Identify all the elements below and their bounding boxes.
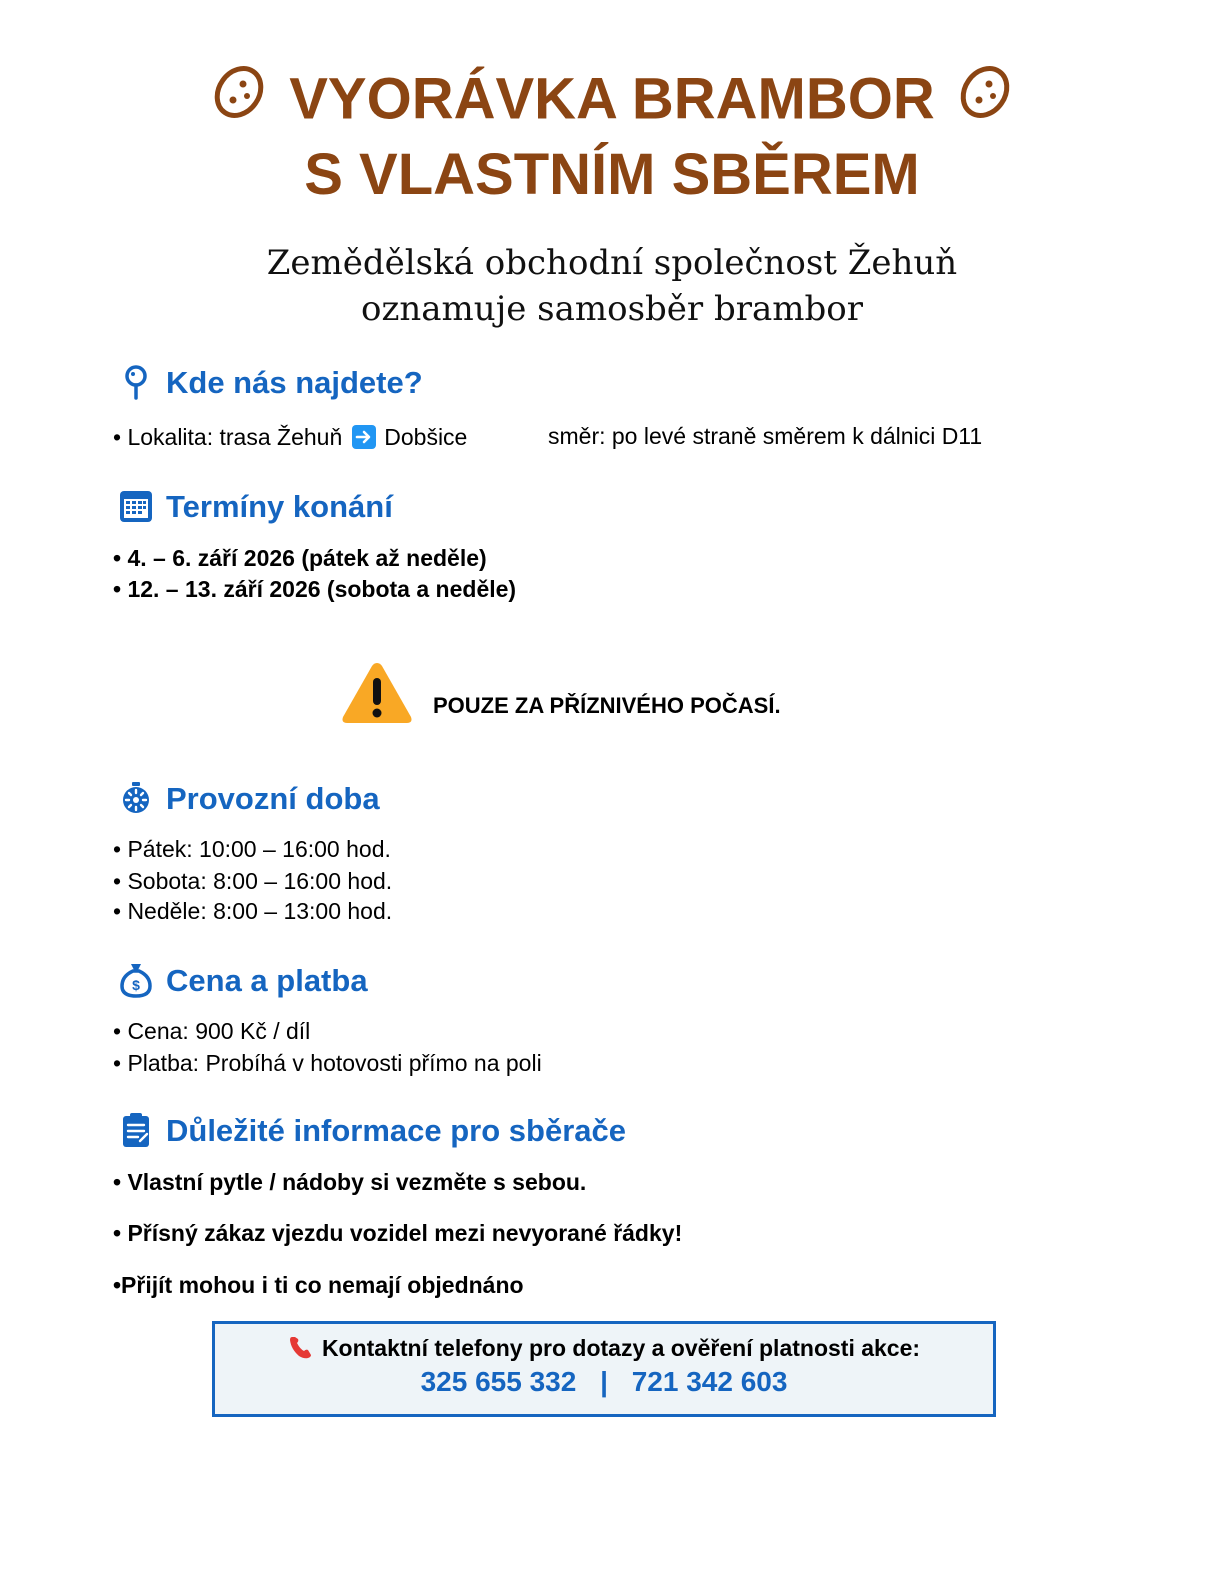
title-line-1	[0, 68, 1224, 138]
location-line	[113, 425, 467, 449]
hours-item: • Neděle: 8:00 – 13:00 hod.	[113, 898, 393, 924]
hours-heading	[116, 778, 380, 818]
phone-number-1[interactable]: 325 655 332	[420, 1366, 577, 1397]
potato-icon	[211, 62, 267, 132]
subtitle-line-1: Zemědělská obchodní společnost Žehuň	[266, 243, 958, 283]
pin-icon	[116, 362, 156, 402]
price-item: • Platba: Probíhá v hotovosti přímo na poli	[113, 1050, 542, 1076]
contact-phones	[215, 1366, 993, 1398]
price-heading	[116, 960, 368, 1000]
info-heading	[116, 1110, 626, 1150]
phone-icon	[288, 1334, 314, 1366]
location-direction: směr: po levé straně směrem k dálnici D11	[548, 423, 983, 449]
hours-heading-text: Provozní doba	[166, 780, 380, 816]
info-item: • Přísný zákaz vjezdu vozidel mezi nevyorané řádky!	[113, 1220, 683, 1246]
location-destination: Dobšice	[384, 424, 468, 450]
info-heading-text: Důležité informace pro sběrače	[166, 1112, 626, 1148]
hours-item: • Pátek: 10:00 – 16:00 hod.	[113, 836, 391, 862]
title-text-1: VYORÁVKA BRAMBOR	[289, 66, 935, 132]
location-heading	[116, 362, 423, 402]
svg-text:$: $	[132, 977, 140, 993]
location-prefix: • Lokalita: trasa Žehuň	[113, 424, 343, 450]
hours-item: • Sobota: 8:00 – 16:00 hod.	[113, 868, 393, 894]
price-item: • Cena: 900 Kč / díl	[113, 1018, 311, 1044]
info-item: •Přijít mohou i ti co nemají objednáno	[113, 1272, 524, 1298]
warning-icon	[340, 660, 414, 731]
dates-heading	[116, 486, 393, 526]
clipboard-icon	[116, 1110, 156, 1150]
contact-label: Kontaktní telefony pro dotazy a ověření platnosti akce:	[321, 1335, 921, 1361]
dates-heading-text: Termíny konání	[166, 488, 393, 524]
title-line-2: S VLASTNÍM SBĚREM	[304, 142, 920, 207]
phone-number-2[interactable]: 721 342 603	[631, 1366, 788, 1397]
arrow-right-icon	[352, 425, 376, 449]
contact-label-row	[215, 1334, 993, 1366]
phone-separator: |	[600, 1366, 608, 1397]
subtitle-line-2: oznamuje samosběr brambor	[361, 289, 863, 329]
warning-text: POUZE ZA PŘÍZNIVÉHO POČASÍ.	[433, 693, 781, 718]
location-heading-text: Kde nás najdete?	[166, 364, 423, 400]
date-item: • 4. – 6. září 2026 (pátek až neděle)	[113, 545, 487, 571]
calendar-icon	[116, 486, 156, 526]
stopwatch-icon	[116, 778, 156, 818]
info-item: • Vlastní pytle / nádoby si vezměte s sebou.	[113, 1169, 587, 1195]
potato-icon	[957, 62, 1013, 132]
subtitle	[0, 240, 1224, 332]
price-heading-text: Cena a platba	[166, 962, 368, 998]
date-item: • 12. – 13. září 2026 (sobota a neděle)	[113, 576, 517, 602]
contact-box	[212, 1321, 996, 1417]
money-bag-icon	[116, 960, 156, 1000]
